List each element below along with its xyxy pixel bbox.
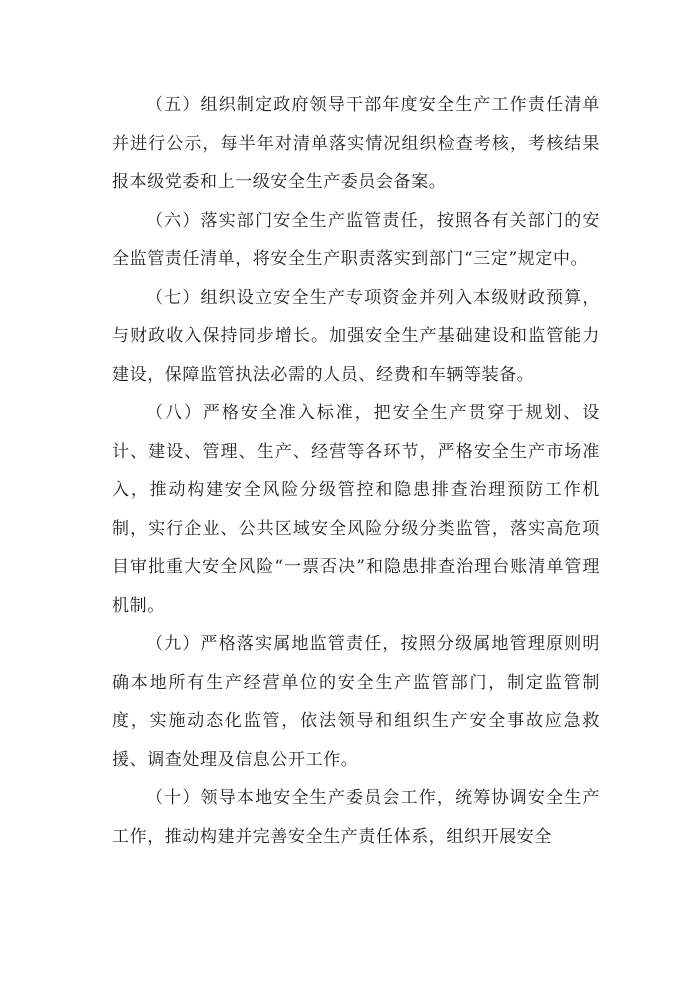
paragraph-9: （九）严格落实属地监管责任，按照分级属地管理原则明确本地所有生产经营单位的安全生产监管部门，制定监管制度，实施动态化监管，依法领导和组织生产安全事故应急救援、调查处理及信息公开工作。 bbox=[112, 634, 600, 770]
paragraph-8: （八）严格安全准入标准，把安全生产贯穿于规划、设计、建设、管理、生产、经营等各环节，严格安全生产市场准入，推动构建安全风险分级管控和隐患排查治理预防工作机制，实行企业、公共区域安全风险分级分类监管，落实高危项目审批重大安全风险“一票否决”和隐患排查治理台账清单管理机制。 bbox=[112, 403, 600, 616]
paragraph-5: （五）组织制定政府领导干部年度安全生产工作责任清单并进行公示，每半年对清单落实情况组织检查考核，考核结果报本级党委和上一级安全生产委员会备案。 bbox=[112, 95, 600, 192]
paragraph-10: （十）领导本地安全生产委员会工作，统筹协调安全生产工作，推动构建并完善安全生产责任体系，组织开展安全 bbox=[112, 788, 600, 847]
paragraph-6: （六）落实部门安全生产监管责任，按照各有关部门的安全监管责任清单，将安全生产职责落实到部门“三定”规定中。 bbox=[112, 210, 600, 269]
document-body bbox=[112, 86, 600, 856]
paragraph-7: （七）组织设立安全生产专项资金并列入本级财政预算，与财政收入保持同步增长。加强安全生产基础建设和监管能力建设，保障监管执法必需的人员、经费和车辆等装备。 bbox=[112, 287, 600, 385]
